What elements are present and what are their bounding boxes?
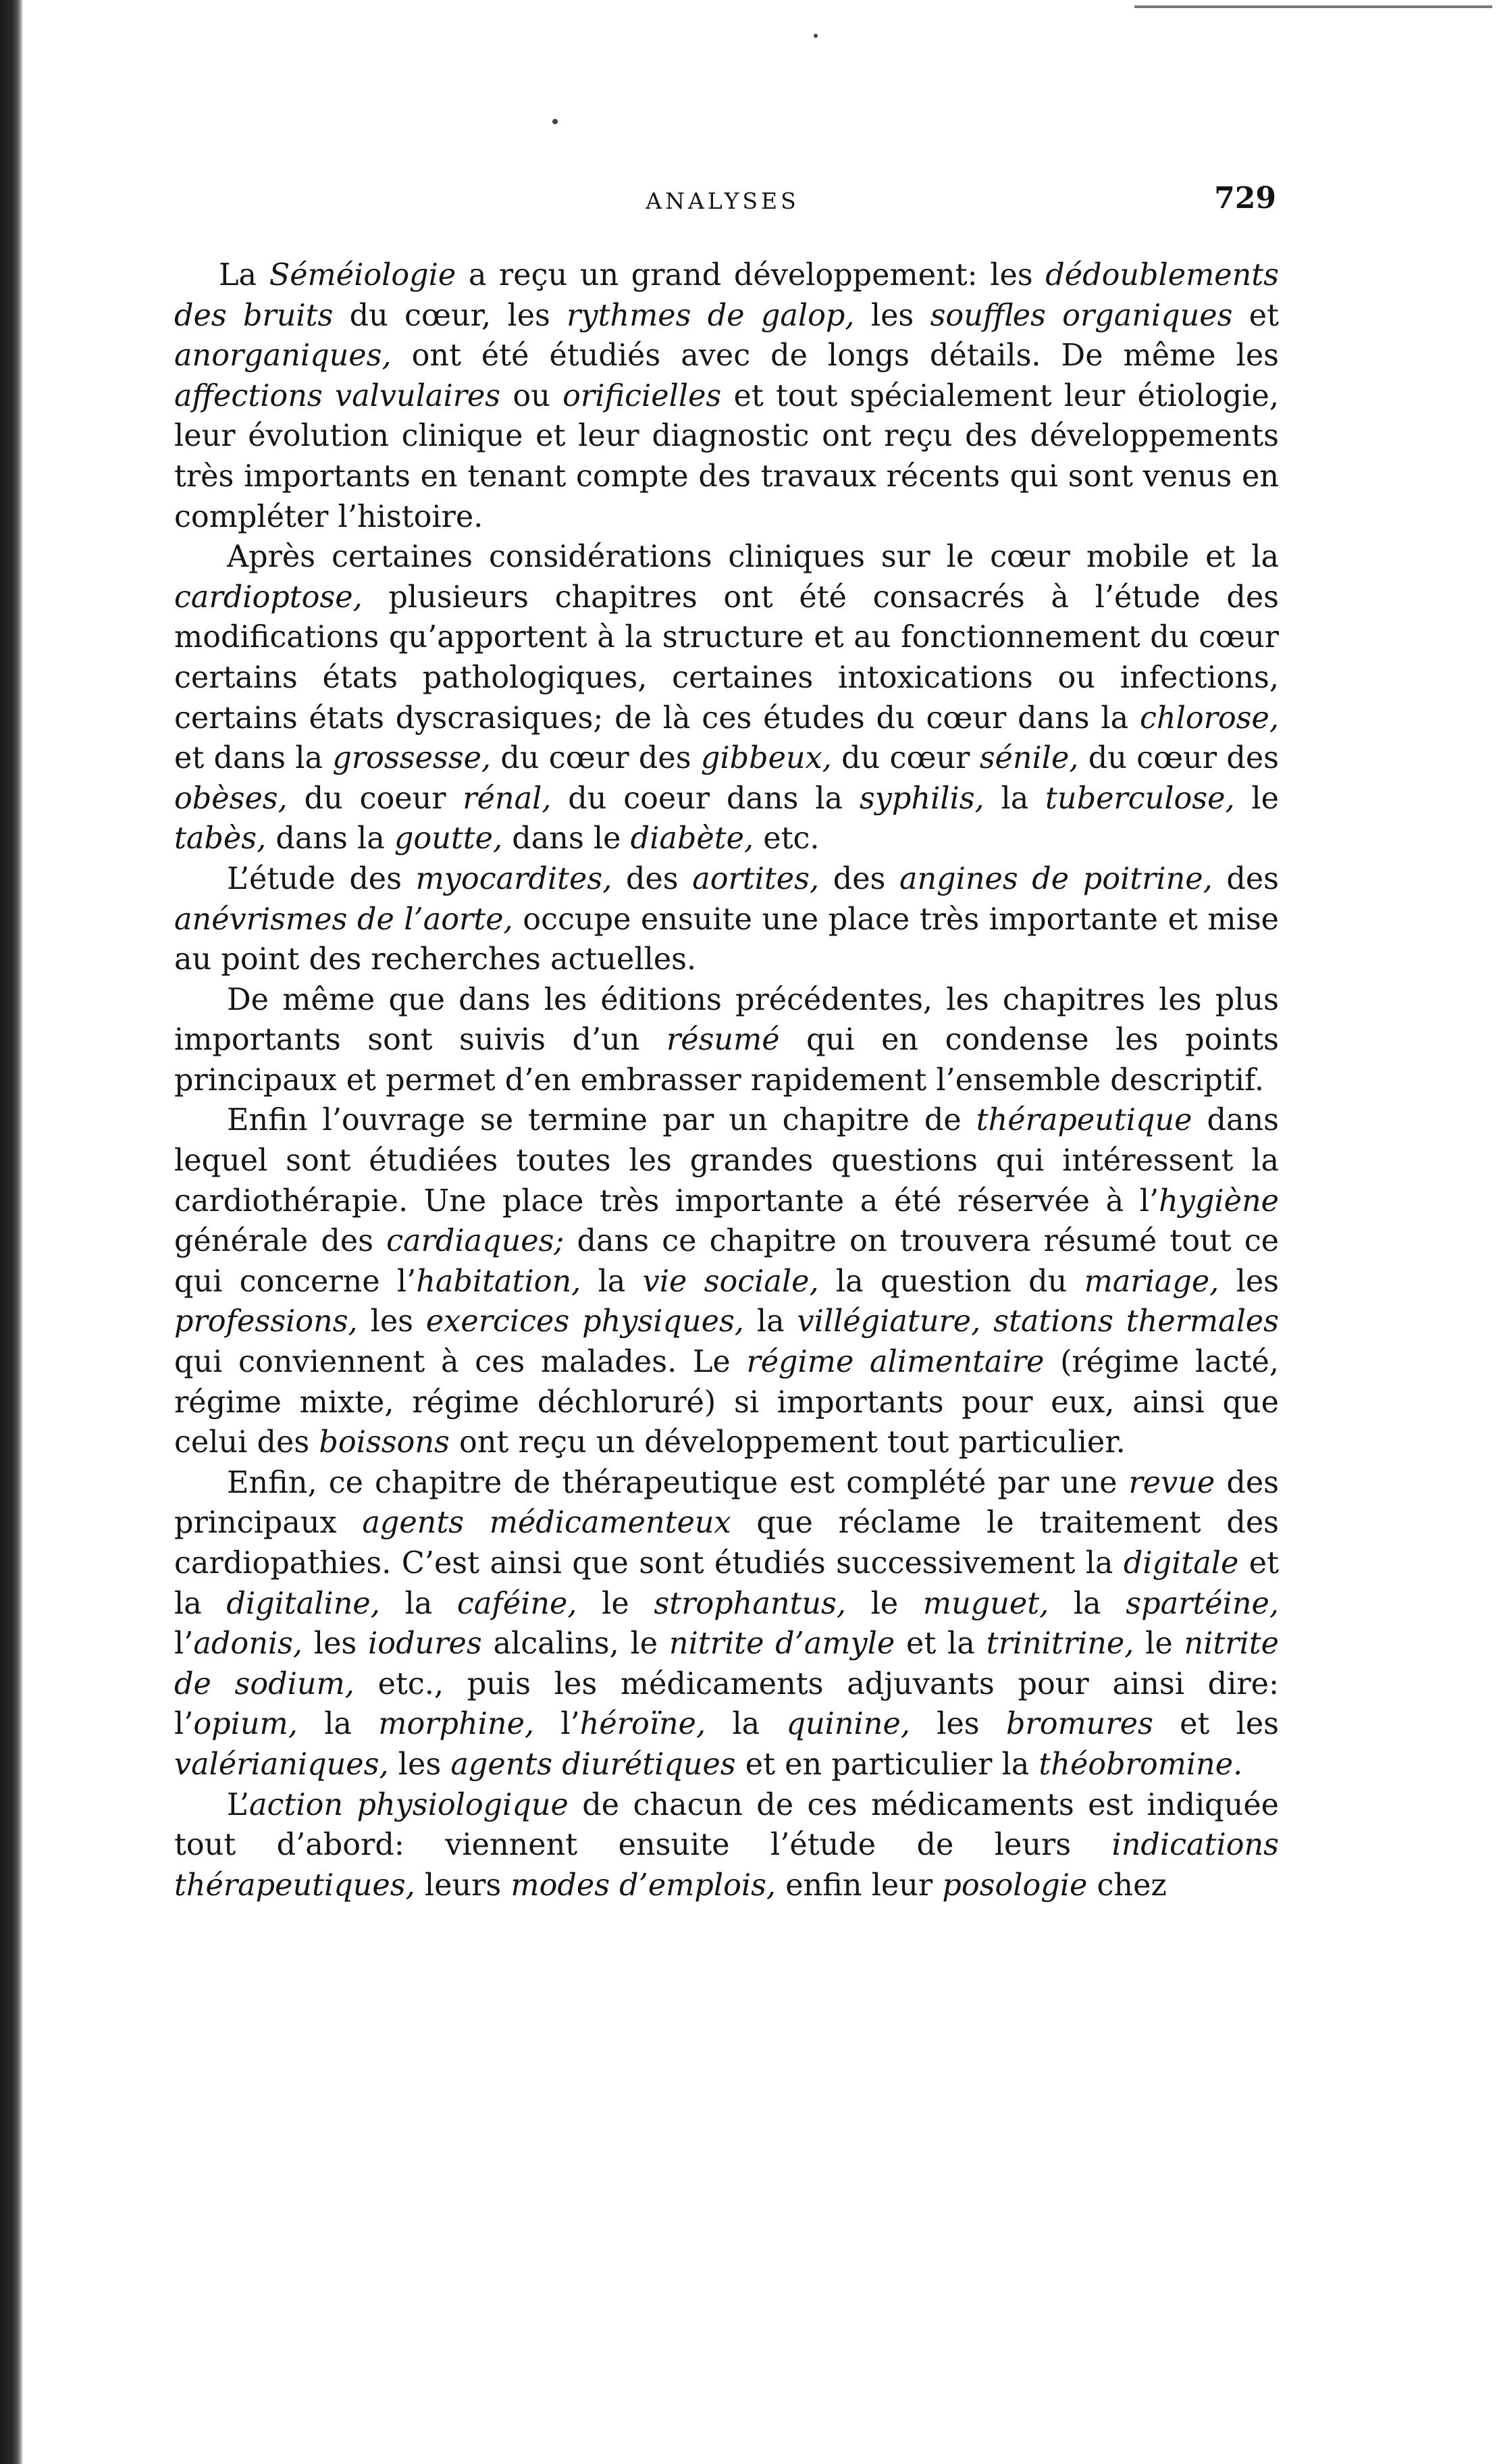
italic-term: professions, [174,1304,358,1339]
italic-term: nitrite d’amyle [668,1626,895,1662]
italic-term: posologie [942,1868,1088,1903]
italic-term: tuberculose, [1045,781,1235,816]
italic-term: obèses, [174,781,288,816]
italic-term: action physiologique [249,1787,569,1822]
italic-term: anorganiques, [174,338,392,374]
italic-term: affections valvulaires [174,378,501,413]
italic-term: héroïne, [579,1707,706,1742]
italic-term: agents médicamenteux [362,1506,731,1541]
italic-term: vie sociale, [642,1264,819,1299]
italic-term: théobromine. [1039,1747,1243,1782]
italic-term: iodures [368,1626,482,1662]
italic-term: valérianiques, [174,1747,389,1782]
italic-term: dédoublements des bruits [174,258,1279,333]
italic-term: rythmes de galop, [567,298,855,333]
italic-term: caféine, [456,1586,577,1621]
italic-term: Séméiologie [269,258,456,292]
italic-term: morphine, [378,1707,535,1742]
italic-term: tabès, [174,821,267,856]
italic-term: quinine, [786,1707,910,1742]
italic-term: diabète, [630,821,754,856]
italic-term: nitrite de sodium, [174,1626,1279,1701]
page-number: 729 [1214,181,1276,215]
italic-term: opium, [193,1707,298,1742]
running-head: ANALYSES [646,188,799,214]
italic-term: aortites, [692,861,820,896]
italic-term: adonis, [193,1626,303,1662]
scan-speck [552,119,558,124]
scan-artifact-line [1134,5,1492,8]
italic-term: grossesse, [332,741,492,776]
italic-term: angines de poitrine, [899,861,1213,896]
body-text [174,255,1279,1905]
paragraph-cardioptose: Après certaines considérations cliniques sur le cœur mobile et la cardioptose, plusieurs chapitres ont été consacrés à l’étude des modifications qu’apportent à la structure et au fonctionnement du cœur certains états pathologiques, certaines intoxications ou infections, certains états dyscrasiques; de là ces études du cœur dans la chlorose, et dans la grossesse, du cœur des gibbeux, du cœur sénile, du cœur des obèses, du coeur rénal, du coeur dans la syphilis, la tuberculose, le tabès, dans la goutte, dans le diabète, etc. [174,540,1279,856]
italic-term: thérapeutique [976,1103,1192,1138]
italic-term: mariage, [1084,1264,1219,1299]
italic-term: habitation, [416,1264,581,1299]
italic-term: rénal, [463,781,552,816]
italic-term: bromures [1005,1707,1153,1742]
italic-term: revue [1128,1465,1215,1500]
italic-term: syphilis, [859,781,984,816]
italic-term: villégiature, stations thermales [797,1304,1279,1339]
italic-term: modes d’emplois, [510,1868,777,1903]
paragraph-semeiologie: La Séméiologie a reçu un grand développement: les dédoublements des bruits du cœur, les rythmes de galop, les souffles organiques et anorganiques, ont été étudiés avec de longs détails. De même les affections valvulaires ou orificielles et tout spécialement leur étiologie, leur évolution clinique et leur diagnostic ont reçu des développements très importants en tenant compte des travaux récents qui sont venus en compléter l’histoire. [174,258,1279,534]
paragraph-agents-medicamenteux: Enfin, ce chapitre de thérapeutique est complété par une revue des principaux agents médicamenteux que réclame le traitement des cardiopathies. C’est ainsi que sont étudiés successivement la digitale et la digitaline, la caféine, le strophantus, le muguet, la spartéine, l’adonis, les iodures alcalins, le nitrite d’amyle et la trinitrine, le nitrite de sodium, etc., puis les médicaments adjuvants pour ainsi dire: l’opium, la morphine, l’héroïne, la quinine, les bromures et les valérianiques, les agents diurétiques et en particulier la théobromine. [174,1465,1280,1782]
paragraph-resume: De même que dans les éditions précédentes, les chapitres les plus importants sont suivis d’un résumé qui en condense les points principaux et permet d’en embrasser rapidement l’ensemble descriptif. [174,982,1279,1098]
italic-term: résumé [666,1023,780,1058]
paragraph-myocardites: L’étude des myocardites, des aortites, des angines de poitrine, des anévrismes de l’aorte, occupe ensuite une place très importante et mise au point des recherches actuelles. [174,861,1279,977]
italic-term: muguet, [922,1586,1049,1621]
italic-term: cardioptose, [174,580,363,615]
book-binding-edge [0,0,23,2464]
italic-term: strophantus, [654,1586,847,1621]
italic-term: digitaline, [226,1586,380,1621]
scan-speck [814,34,818,38]
italic-term: régime alimentaire [746,1345,1045,1380]
italic-term: agents diurétiques [450,1747,736,1782]
italic-term: gibbeux, [700,741,832,776]
italic-term: anévrismes de l’aorte, [174,902,513,937]
italic-term: exercices physiques, [425,1304,744,1339]
italic-term: myocardites, [415,861,612,896]
italic-term: digitale [1123,1546,1239,1581]
italic-term: boissons [319,1425,450,1460]
italic-term: trinitrine, [986,1626,1134,1662]
italic-term: hygiène [1159,1183,1279,1218]
italic-term: souffles organiques [930,298,1233,333]
page-header [169,181,1276,222]
italic-term: spartéine, [1126,1586,1280,1621]
italic-term: chlorose, [1140,700,1279,736]
paragraph-action-physiologique: L’action physiologique de chacun de ces médicaments est indiquée tout d’abord: viennent ensuite l’étude de leurs indications thérapeutiques, leurs modes d’emplois, enfin leur posologie chez [174,1787,1279,1903]
italic-term: indications thérapeutiques, [174,1828,1279,1903]
italic-term: sénile, [979,741,1079,776]
paragraph-therapeutique: Enfin l’ouvrage se termine par un chapitre de thérapeutique dans lequel sont étudiées toutes les grandes questions qui intéressent la cardiothérapie. Une place très importante a été réservée à l’hygiène générale des cardiaques; dans ce chapitre on trouvera résumé tout ce qui concerne l’habitation, la vie sociale, la question du mariage, les professions, les exercices physiques, la villégiature, stations thermales qui conviennent à ces malades. Le régime alimentaire (régime lacté, régime mixte, régime déchloruré) si importants pour eux, ainsi que celui des boissons ont reçu un développement tout particulier. [174,1103,1279,1460]
italic-term: cardiaques; [386,1224,564,1259]
italic-term: goutte, [394,821,503,856]
italic-term: orificielles [562,378,722,413]
